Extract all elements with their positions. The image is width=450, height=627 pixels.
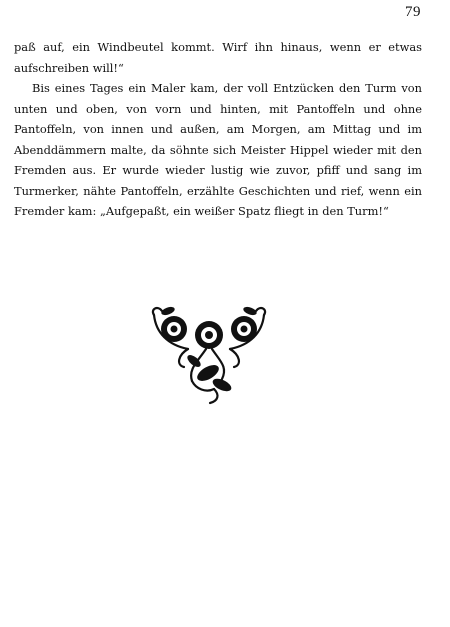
floral-vignette-icon — [148, 303, 270, 405]
page-number: 79 — [405, 4, 421, 20]
paragraph-continuation: paß auf, ein Windbeutel kommt. Wirf ihn hinaus, wenn er etwas aufschreiben will!“ — [14, 40, 422, 75]
paragraph: Bis eines Tages ein Maler kam, der voll Entzücken den Turm von unten und oben, von vorn und hinten, mit Pantoffeln und ohne Pantoffeln, von innen und außen, am Morgen, am Mittag und im Abenddämmern malte, da söhnte sich Meister Hippel wieder mit den Fremden aus. Er wurde wieder lustig wie zuvor, pfiff und sang im Turmerker, nähte Pantoffeln, erzählte Geschichten und rief, wenn ein Fremder kam: „Aufgepaßt, ein weißer Spatz fliegt in den Turm!“ — [14, 81, 422, 218]
body-text — [14, 37, 422, 222]
